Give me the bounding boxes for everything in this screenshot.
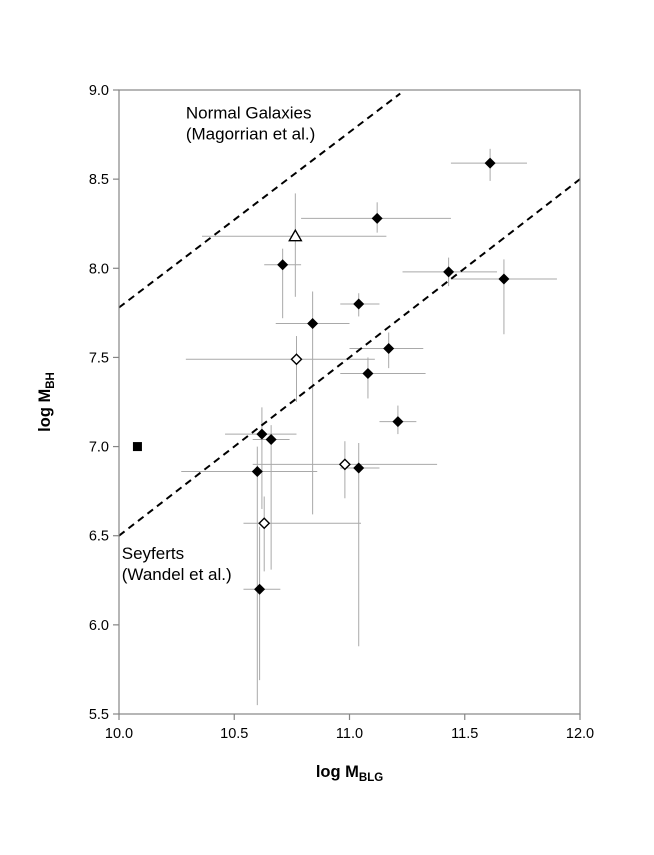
filled-square-point (133, 442, 142, 451)
y-tick-label: 7.5 (88, 350, 109, 367)
seyferts-label: Seyferts (Wandel et al.) (121, 543, 232, 584)
y-tick-label: 8.5 (88, 172, 109, 189)
normal-galaxies-label: Normal Galaxies (Magorrian et al.) (185, 103, 316, 144)
x-tick-label: 10.0 (104, 726, 134, 742)
x-tick-label: 12.0 (565, 726, 595, 742)
x-tick-label: 11.5 (451, 726, 479, 742)
x-tick-label: 10.5 (220, 726, 249, 742)
y-tick-label: 5.5 (88, 707, 109, 723)
y-tick-label: 6.5 (88, 528, 109, 545)
y-tick-label: 9.0 (88, 83, 109, 99)
y-tick-label: 6.0 (88, 617, 109, 634)
y-tick-label: 7.0 (88, 439, 109, 456)
x-axis-label: $\log M_{BLG}$ (315, 763, 384, 784)
y-tick-label: 8.0 (88, 261, 109, 278)
y-axis-label: $\log M_{BH}$ (36, 372, 57, 432)
x-tick-label: 11.0 (335, 726, 364, 742)
